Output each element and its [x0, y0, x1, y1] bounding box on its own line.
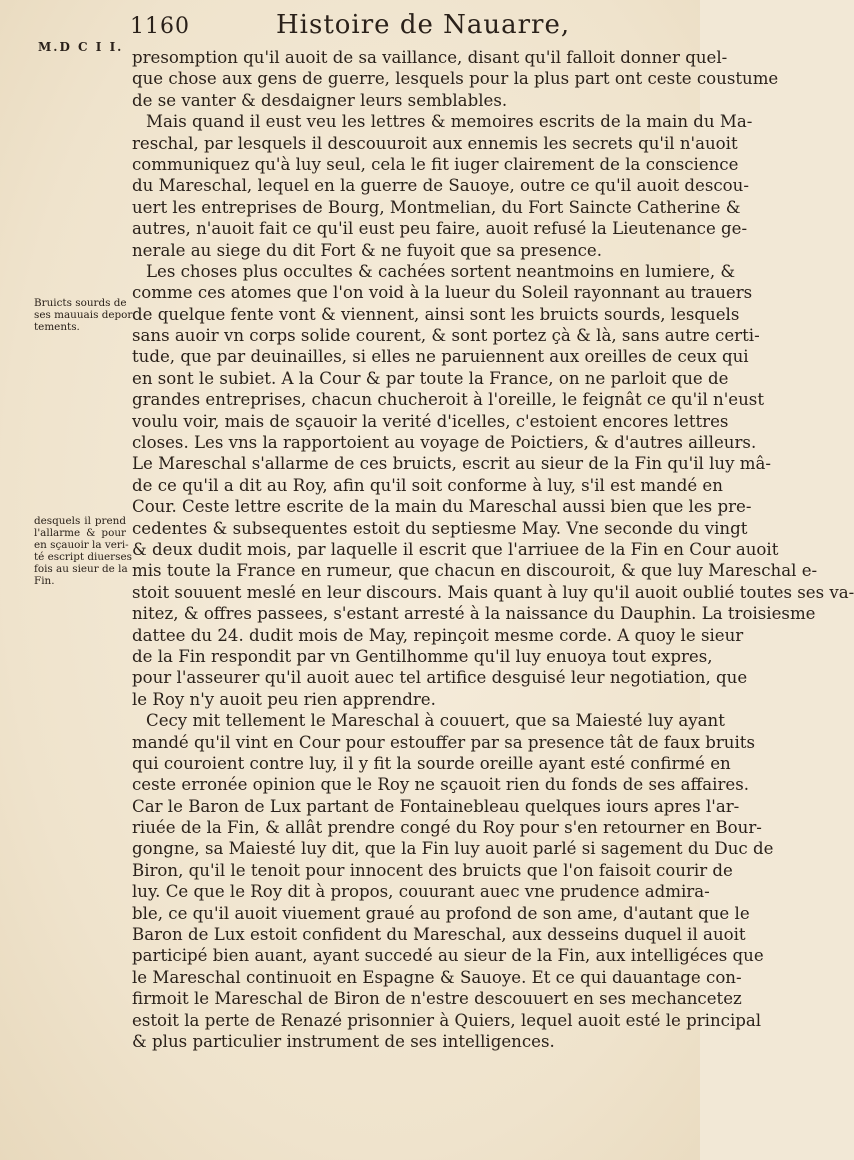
text-line: de quelque fente vont & viennent, ainsi sont les bruicts sourds, lesquels [132, 304, 740, 324]
margin-note-line: Fin. [34, 575, 55, 587]
text-line: Mais quand il eust veu les lettres & memoires escrits de la main du Ma- [146, 112, 753, 132]
margin-note-line: tements. [34, 321, 80, 333]
text-line: Les choses plus occultes & cachées sortent neantmoins en lumiere, & [146, 261, 736, 281]
text-line: pour l'asseurer qu'il auoit auec tel artifice desguisé leur negotiation, que [132, 668, 748, 688]
text-line: Le Mareschal s'allarme de ces bruicts, escrit au sieur de la Fin qu'il luy mâ- [132, 454, 771, 474]
text-line: dattee du 24. dudit mois de May, repinçoit mesme corde. A quoy le sieur [132, 625, 744, 645]
text-line: ble, ce qu'il auoit viuement graué au profond de son ame, d'autant que le [132, 903, 750, 923]
margin-note-alarm [34, 515, 132, 587]
margin-note-rumors [34, 297, 133, 333]
text-line: que chose aux gens de guerre, lesquels pour la plus part ont ceste coustume [132, 69, 779, 89]
text-line: le Mareschal continuoit en Espagne & Sauoye. Et ce qui dauantage con- [132, 967, 742, 987]
text-line: presomption qu'il auoit de sa vaillance, disant qu'il falloit donner quel- [132, 48, 728, 67]
text-line: riuée de la Fin, & allât prendre congé du Roy pour s'en retourner en Bour- [132, 818, 762, 838]
text-line: cedentes & subsequentes estoit du septiesme May. Vne seconde du vingt [132, 518, 748, 538]
margin-note-line: fois au sieur de la [34, 563, 128, 575]
margin-note-line: Bruicts sourds de [34, 297, 127, 309]
margin-note-line: desquels il prend [34, 515, 126, 527]
text-line: nitez, & offres passees, s'estant arresté à la naissance du Dauphin. La troisiesme [132, 604, 816, 624]
text-line: de la Fin respondit par vn Gentilhomme qu'il luy enuoya tout expres, [132, 646, 713, 666]
text-line: Cour. Ceste lettre escrite de la main du Mareschal aussi bien que les pre- [132, 497, 752, 517]
text-line: de se vanter & desdaigner leurs semblables. [132, 90, 508, 110]
text-line: firmoit le Mareschal de Biron de n'estre descouuert en ses mechancetez [132, 989, 742, 1009]
body-text [132, 47, 854, 1052]
margin-note-line: l'allarme & pour [34, 527, 126, 539]
text-line: Car le Baron de Lux partant de Fontainebleau quelques iours apres l'ar- [132, 796, 740, 816]
text-line: en sont le subiet. A la Cour & par toute la France, on ne parloit que de [132, 368, 729, 388]
text-line: Cecy mit tellement le Mareschal à couuert, que sa Maiesté luy ayant [146, 711, 725, 731]
text-line: closes. Les vns la rapportoient au voyage de Poictiers, & d'autres ailleurs. [132, 433, 757, 453]
text-line: & deux dudit mois, par laquelle il escrit que l'arriuee de la Fin en Cour auoit [132, 539, 779, 559]
text-line: le Roy n'y auoit peu rien apprendre. [132, 689, 436, 709]
text-line: qui couroient contre luy, il y fit la sourde oreille ayant esté confirmé en [132, 753, 731, 773]
year-marginal: M.D C I I. [38, 40, 124, 54]
running-head: Histoire de Nauarre, [276, 10, 571, 40]
text-line: de ce qu'il a dit au Roy, afin qu'il soit conforme à luy, s'il est mandé en [132, 475, 723, 495]
text-line: nerale au siege du dit Fort & ne fuyoit que sa presence. [132, 240, 603, 260]
text-line: participé bien auant, ayant succedé au sieur de la Fin, aux intelligéces que [132, 946, 764, 966]
text-line: sans auoir vn corps solide courent, & sont portez çà & là, sans autre certi- [132, 326, 760, 346]
margin-note-line: té escript diuerses [34, 551, 132, 563]
text-line: voulu voir, mais de sçauoir la verité d'icelles, c'estoient encores lettres [132, 411, 729, 431]
text-line: mis toute la France en rumeur, que chacun en discouroit, & que luy Mareschal e- [132, 561, 818, 581]
text-line: estoit la perte de Renazé prisonnier à Quiers, lequel auoit esté le principal [132, 1010, 762, 1030]
text-line: Biron, qu'il le tenoit pour innocent des bruicts que l'on faisoit courir de [132, 860, 733, 880]
text-line: comme ces atomes que l'on void à la lueur du Soleil rayonnant au trauers [132, 283, 753, 303]
page-number: 1160 [130, 14, 190, 39]
text-line: ceste erronée opinion que le Roy ne sçauoit rien du fonds de ses affaires. [132, 775, 749, 795]
text-line: Baron de Lux estoit confident du Mareschal, aux desseins duquel il auoit [132, 925, 746, 945]
text-line: reschal, par lesquels il descouuroit aux ennemis les secrets qu'il n'auoit [132, 133, 738, 153]
text-line: autres, n'auoit fait ce qu'il eust peu faire, auoit refusé la Lieutenance ge- [132, 219, 748, 239]
text-line: tude, que par deuinailles, si elles ne paruiennent aux oreilles de ceux qui [132, 347, 749, 367]
margin-note-line: ses mauuais depor [34, 309, 133, 321]
text-line: communiquez qu'à luy seul, cela le fit iuger clairement de la conscience [132, 154, 739, 174]
margin-note-line: en sçauoir la veri- [34, 539, 129, 551]
text-line: uert les entreprises de Bourg, Montmelian, du Fort Saincte Catherine & [132, 197, 741, 217]
text-line: & plus particulier instrument de ses intelligences. [132, 1031, 555, 1051]
text-line: luy. Ce que le Roy dit à propos, couurant auec vne prudence admira- [132, 882, 710, 902]
text-line: stoit souuent meslé en leur discours. Mais quant à luy qu'il auoit oublié toutes ses va- [132, 582, 854, 602]
text-line: grandes entreprises, chacun chucheroit à l'oreille, le feignât ce qu'il n'eust [132, 390, 764, 410]
text-line: du Mareschal, lequel en la guerre de Sauoye, outre ce qu'il auoit descou- [132, 176, 749, 196]
text-line: mandé qu'il vint en Cour pour estouffer par sa presence tât de faux bruits [132, 732, 755, 752]
text-line: gongne, sa Maiesté luy dit, que la Fin luy auoit parlé si sagement du Duc de [132, 839, 774, 859]
